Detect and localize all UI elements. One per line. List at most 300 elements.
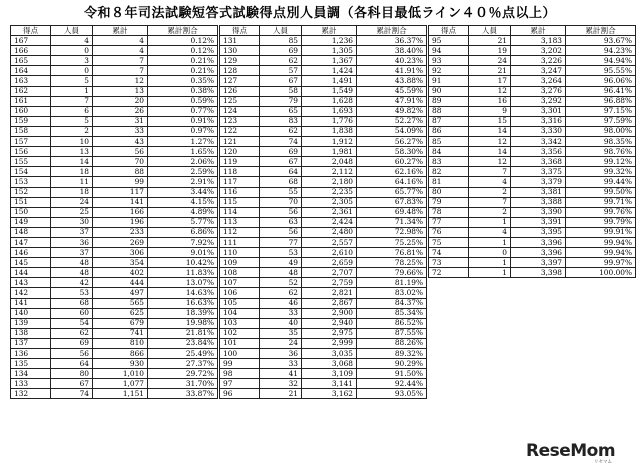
count-cell: 56 xyxy=(260,207,302,217)
count-cell: 1 xyxy=(469,268,511,278)
cumulative-cell: 3,035 xyxy=(302,349,357,359)
cumulative-cell: 3,247 xyxy=(511,66,566,76)
count-cell: 24 xyxy=(51,197,93,207)
table-row xyxy=(220,349,427,359)
ratio-cell: 33.87% xyxy=(148,389,218,399)
score-cell: 162 xyxy=(11,86,51,96)
count-cell: 18 xyxy=(51,167,93,177)
table-row xyxy=(429,268,636,278)
ratio-cell: 99.12% xyxy=(566,157,636,167)
score-cell: 146 xyxy=(11,248,51,258)
score-cell: 86 xyxy=(429,126,469,136)
table-row xyxy=(220,126,427,136)
table-row xyxy=(11,56,218,66)
score-cell: 132 xyxy=(11,389,51,399)
ratio-cell: 96.41% xyxy=(566,86,636,96)
table-row xyxy=(220,56,427,66)
ratio-cell: 5.77% xyxy=(148,217,218,227)
table-row xyxy=(11,318,218,328)
score-cell: 117 xyxy=(220,177,260,187)
cumulative-cell: 2,480 xyxy=(302,227,357,237)
ratio-cell: 56.27% xyxy=(357,137,427,147)
cumulative-cell: 196 xyxy=(93,217,148,227)
cumulative-cell: 269 xyxy=(93,237,148,247)
table-row xyxy=(429,126,636,136)
table-row xyxy=(429,96,636,106)
ratio-cell: 85.34% xyxy=(357,308,427,318)
cumulative-cell: 679 xyxy=(93,318,148,328)
ratio-cell: 92.44% xyxy=(357,379,427,389)
count-cell: 0 xyxy=(51,46,93,56)
score-cell: 151 xyxy=(11,197,51,207)
cumulative-cell: 2,821 xyxy=(302,288,357,298)
count-cell: 4 xyxy=(51,36,93,46)
header-cumulative: 累計 xyxy=(511,26,566,36)
count-cell: 15 xyxy=(469,116,511,126)
cumulative-cell: 565 xyxy=(93,298,148,308)
count-cell: 62 xyxy=(260,126,302,136)
table-row xyxy=(220,197,427,207)
cumulative-cell: 2,867 xyxy=(302,298,357,308)
count-cell: 79 xyxy=(260,96,302,106)
ratio-cell: 1.65% xyxy=(148,147,218,157)
cumulative-cell: 3,356 xyxy=(511,147,566,157)
ratio-cell: 99.97% xyxy=(566,258,636,268)
count-cell: 33 xyxy=(260,359,302,369)
count-cell: 48 xyxy=(260,268,302,278)
ratio-cell: 89.32% xyxy=(357,349,427,359)
count-cell: 21 xyxy=(469,66,511,76)
table-row xyxy=(220,157,427,167)
cumulative-cell: 444 xyxy=(93,278,148,288)
table-row xyxy=(220,278,427,288)
count-cell: 64 xyxy=(260,167,302,177)
score-cell: 109 xyxy=(220,258,260,268)
table-row xyxy=(11,36,218,46)
table-row xyxy=(11,106,218,116)
count-cell: 3 xyxy=(51,56,93,66)
cumulative-cell: 3,276 xyxy=(511,86,566,96)
cumulative-cell: 1,838 xyxy=(302,126,357,136)
count-cell: 2 xyxy=(469,207,511,217)
ratio-cell: 94.94% xyxy=(566,56,636,66)
score-cell: 84 xyxy=(429,147,469,157)
score-cell: 73 xyxy=(429,258,469,268)
count-cell: 62 xyxy=(260,288,302,298)
table-row xyxy=(429,177,636,187)
count-cell: 58 xyxy=(260,86,302,96)
ratio-cell: 10.42% xyxy=(148,258,218,268)
cumulative-cell: 306 xyxy=(93,248,148,258)
cumulative-cell: 1,151 xyxy=(93,389,148,399)
ratio-cell: 0.77% xyxy=(148,106,218,116)
count-cell: 21 xyxy=(469,36,511,46)
cumulative-cell: 3,162 xyxy=(302,389,357,399)
header-ratio: 累計割合 xyxy=(148,26,218,36)
score-cell: 126 xyxy=(220,86,260,96)
table-row xyxy=(11,237,218,247)
score-cell: 104 xyxy=(220,308,260,318)
table-row xyxy=(11,147,218,157)
ratio-cell: 97.59% xyxy=(566,116,636,126)
score-cell: 143 xyxy=(11,278,51,288)
score-cell: 80 xyxy=(429,187,469,197)
score-table-2 xyxy=(219,25,427,399)
cumulative-cell: 3,183 xyxy=(511,36,566,46)
count-cell: 37 xyxy=(51,227,93,237)
table-row xyxy=(429,66,636,76)
count-cell: 5 xyxy=(51,76,93,86)
cumulative-cell: 3,226 xyxy=(511,56,566,66)
score-cell: 115 xyxy=(220,197,260,207)
count-cell: 2 xyxy=(51,126,93,136)
score-cell: 155 xyxy=(11,157,51,167)
score-cell: 118 xyxy=(220,167,260,177)
table-row xyxy=(220,268,427,278)
score-cell: 78 xyxy=(429,207,469,217)
count-cell: 24 xyxy=(260,338,302,348)
score-cell: 137 xyxy=(11,338,51,348)
count-cell: 12 xyxy=(469,86,511,96)
score-cell: 122 xyxy=(220,126,260,136)
count-cell: 64 xyxy=(51,359,93,369)
ratio-cell: 6.86% xyxy=(148,227,218,237)
table-row xyxy=(220,217,427,227)
score-cell: 133 xyxy=(11,379,51,389)
score-cell: 154 xyxy=(11,167,51,177)
table-row xyxy=(220,227,427,237)
table-row xyxy=(11,248,218,258)
cumulative-cell: 3,397 xyxy=(511,258,566,268)
ratio-cell: 52.27% xyxy=(357,116,427,126)
score-cell: 94 xyxy=(429,46,469,56)
cumulative-cell: 2,235 xyxy=(302,187,357,197)
cumulative-cell: 2,900 xyxy=(302,308,357,318)
score-cell: 75 xyxy=(429,237,469,247)
score-cell: 76 xyxy=(429,227,469,237)
count-cell: 52 xyxy=(260,278,302,288)
cumulative-cell: 3,264 xyxy=(511,76,566,86)
table-row xyxy=(220,76,427,86)
cumulative-cell: 2,557 xyxy=(302,237,357,247)
ratio-cell: 99.94% xyxy=(566,237,636,247)
table-row xyxy=(220,328,427,338)
count-cell: 74 xyxy=(260,137,302,147)
cumulative-cell: 3,202 xyxy=(511,46,566,56)
ratio-cell: 23.84% xyxy=(148,338,218,348)
count-cell: 63 xyxy=(260,217,302,227)
score-cell: 106 xyxy=(220,288,260,298)
table-row xyxy=(429,56,636,66)
score-cell: 77 xyxy=(429,217,469,227)
table-row xyxy=(220,86,427,96)
ratio-cell: 64.16% xyxy=(357,177,427,187)
table-row xyxy=(220,369,427,379)
table-row xyxy=(11,349,218,359)
count-cell: 21 xyxy=(260,389,302,399)
cumulative-cell: 117 xyxy=(93,187,148,197)
cumulative-cell: 4 xyxy=(93,36,148,46)
score-cell: 88 xyxy=(429,106,469,116)
cumulative-cell: 3,398 xyxy=(511,268,566,278)
count-cell: 69 xyxy=(51,338,93,348)
ratio-cell: 75.25% xyxy=(357,237,427,247)
cumulative-cell: 1,367 xyxy=(302,56,357,66)
cumulative-cell: 33 xyxy=(93,126,148,136)
score-cell: 108 xyxy=(220,268,260,278)
cumulative-cell: 2,940 xyxy=(302,318,357,328)
table-row xyxy=(429,46,636,56)
count-cell: 70 xyxy=(260,197,302,207)
table-row xyxy=(429,76,636,86)
cumulative-cell: 3,388 xyxy=(511,197,566,207)
score-cell: 90 xyxy=(429,86,469,96)
svg-text:リセマム: リセマム xyxy=(594,460,612,465)
ratio-cell: 94.23% xyxy=(566,46,636,56)
score-cell: 98 xyxy=(220,369,260,379)
count-cell: 0 xyxy=(51,66,93,76)
count-cell: 74 xyxy=(51,389,93,399)
cumulative-cell: 3,068 xyxy=(302,359,357,369)
count-cell: 69 xyxy=(260,147,302,157)
ratio-cell: 41.91% xyxy=(357,66,427,76)
cumulative-cell: 2,975 xyxy=(302,328,357,338)
score-cell: 121 xyxy=(220,137,260,147)
table-row xyxy=(429,106,636,116)
ratio-cell: 58.30% xyxy=(357,147,427,157)
ratio-cell: 2.91% xyxy=(148,177,218,187)
score-cell: 113 xyxy=(220,217,260,227)
cumulative-cell: 497 xyxy=(93,288,148,298)
header-ratio: 累計割合 xyxy=(357,26,427,36)
count-cell: 24 xyxy=(469,56,511,66)
table-row xyxy=(429,116,636,126)
ratio-cell: 18.39% xyxy=(148,308,218,318)
ratio-cell: 0.97% xyxy=(148,126,218,136)
score-cell: 160 xyxy=(11,106,51,116)
count-cell: 12 xyxy=(469,157,511,167)
ratio-cell: 31.70% xyxy=(148,379,218,389)
count-cell: 7 xyxy=(51,96,93,106)
ratio-cell: 65.77% xyxy=(357,187,427,197)
table-row xyxy=(429,197,636,207)
ratio-cell: 21.81% xyxy=(148,328,218,338)
count-cell: 46 xyxy=(260,298,302,308)
header-row xyxy=(11,26,218,36)
ratio-cell: 27.37% xyxy=(148,359,218,369)
table-row xyxy=(429,147,636,157)
count-cell: 68 xyxy=(260,177,302,187)
table-row xyxy=(11,126,218,136)
cumulative-cell: 2,610 xyxy=(302,248,357,258)
cumulative-cell: 1,628 xyxy=(302,96,357,106)
score-cell: 139 xyxy=(11,318,51,328)
ratio-cell: 62.16% xyxy=(357,167,427,177)
cumulative-cell: 1,236 xyxy=(302,36,357,46)
count-cell: 16 xyxy=(469,96,511,106)
table-row xyxy=(220,207,427,217)
cumulative-cell: 20 xyxy=(93,96,148,106)
count-cell: 7 xyxy=(469,197,511,207)
ratio-cell: 90.29% xyxy=(357,359,427,369)
table-row xyxy=(220,338,427,348)
count-cell: 40 xyxy=(260,318,302,328)
ratio-cell: 76.81% xyxy=(357,248,427,258)
count-cell: 13 xyxy=(51,147,93,157)
score-cell: 159 xyxy=(11,116,51,126)
table-row xyxy=(11,359,218,369)
ratio-cell: 14.63% xyxy=(148,288,218,298)
count-cell: 25 xyxy=(51,207,93,217)
score-cell: 138 xyxy=(11,328,51,338)
score-cell: 166 xyxy=(11,46,51,56)
cumulative-cell: 2,305 xyxy=(302,197,357,207)
cumulative-cell: 866 xyxy=(93,349,148,359)
cumulative-cell: 3,379 xyxy=(511,177,566,187)
count-cell: 1 xyxy=(469,258,511,268)
ratio-cell: 16.63% xyxy=(148,298,218,308)
score-cell: 150 xyxy=(11,207,51,217)
cumulative-cell: 354 xyxy=(93,258,148,268)
table-row xyxy=(220,308,427,318)
cumulative-cell: 7 xyxy=(93,56,148,66)
ratio-cell: 43.88% xyxy=(357,76,427,86)
ratio-cell: 97.15% xyxy=(566,106,636,116)
score-cell: 134 xyxy=(11,369,51,379)
ratio-cell: 4.15% xyxy=(148,197,218,207)
count-cell: 32 xyxy=(260,379,302,389)
table-row xyxy=(429,36,636,46)
score-cell: 157 xyxy=(11,137,51,147)
ratio-cell: 0.38% xyxy=(148,86,218,96)
count-cell: 19 xyxy=(469,46,511,56)
cumulative-cell: 4 xyxy=(93,46,148,56)
ratio-cell: 95.55% xyxy=(566,66,636,76)
table-row xyxy=(220,66,427,76)
count-cell: 4 xyxy=(469,177,511,187)
score-cell: 102 xyxy=(220,328,260,338)
count-cell: 7 xyxy=(469,167,511,177)
cumulative-cell: 2,999 xyxy=(302,338,357,348)
score-cell: 128 xyxy=(220,66,260,76)
table-row xyxy=(429,86,636,96)
ratio-cell: 49.82% xyxy=(357,106,427,116)
table-row xyxy=(220,96,427,106)
count-cell: 18 xyxy=(51,187,93,197)
ratio-cell: 0.12% xyxy=(148,36,218,46)
cumulative-cell: 3,391 xyxy=(511,217,566,227)
cumulative-cell: 12 xyxy=(93,76,148,86)
table-row xyxy=(220,36,427,46)
ratio-cell: 13.07% xyxy=(148,278,218,288)
score-cell: 89 xyxy=(429,96,469,106)
cumulative-cell: 2,048 xyxy=(302,157,357,167)
count-cell: 54 xyxy=(51,318,93,328)
cumulative-cell: 1,776 xyxy=(302,116,357,126)
table-row xyxy=(11,258,218,268)
resemom-logo xyxy=(524,435,624,465)
count-cell: 14 xyxy=(469,147,511,157)
count-cell: 56 xyxy=(260,227,302,237)
count-cell: 80 xyxy=(51,369,93,379)
count-cell: 85 xyxy=(260,36,302,46)
score-cell: 81 xyxy=(429,177,469,187)
score-cell: 167 xyxy=(11,36,51,46)
cumulative-cell: 3,301 xyxy=(511,106,566,116)
count-cell: 4 xyxy=(469,227,511,237)
cumulative-cell: 233 xyxy=(93,227,148,237)
ratio-cell: 99.79% xyxy=(566,217,636,227)
cumulative-cell: 3,342 xyxy=(511,137,566,147)
table-row xyxy=(11,268,218,278)
cumulative-cell: 2,112 xyxy=(302,167,357,177)
count-cell: 36 xyxy=(260,349,302,359)
cumulative-cell: 3,330 xyxy=(511,126,566,136)
ratio-cell: 81.19% xyxy=(357,278,427,288)
ratio-cell: 98.00% xyxy=(566,126,636,136)
score-cell: 87 xyxy=(429,116,469,126)
svg-text:ReseMom: ReseMom xyxy=(526,441,616,461)
count-cell: 37 xyxy=(51,248,93,258)
score-table-1 xyxy=(10,25,218,399)
count-cell: 35 xyxy=(260,328,302,338)
score-cell: 95 xyxy=(429,36,469,46)
table-row xyxy=(11,66,218,76)
table-row xyxy=(220,187,427,197)
score-cell: 161 xyxy=(11,96,51,106)
table-row xyxy=(220,167,427,177)
count-cell: 1 xyxy=(51,86,93,96)
table-row xyxy=(11,157,218,167)
score-cell: 130 xyxy=(220,46,260,56)
score-cell: 101 xyxy=(220,338,260,348)
score-cell: 158 xyxy=(11,126,51,136)
ratio-cell: 3.44% xyxy=(148,187,218,197)
table-row xyxy=(11,46,218,56)
score-cell: 72 xyxy=(429,268,469,278)
ratio-cell: 72.98% xyxy=(357,227,427,237)
count-cell: 5 xyxy=(51,116,93,126)
table-row xyxy=(11,197,218,207)
ratio-cell: 0.21% xyxy=(148,56,218,66)
count-cell: 41 xyxy=(260,369,302,379)
cumulative-cell: 13 xyxy=(93,86,148,96)
table-row xyxy=(220,116,427,126)
score-cell: 129 xyxy=(220,56,260,66)
table-row xyxy=(220,389,427,399)
table-row xyxy=(220,318,427,328)
cumulative-cell: 99 xyxy=(93,177,148,187)
table-row xyxy=(11,278,218,288)
table-row xyxy=(11,298,218,308)
cumulative-cell: 2,361 xyxy=(302,207,357,217)
score-cell: 112 xyxy=(220,227,260,237)
ratio-cell: 99.91% xyxy=(566,227,636,237)
count-cell: 57 xyxy=(260,66,302,76)
score-cell: 120 xyxy=(220,147,260,157)
cumulative-cell: 3,292 xyxy=(511,96,566,106)
ratio-cell: 71.34% xyxy=(357,217,427,227)
cumulative-cell: 1,424 xyxy=(302,66,357,76)
cumulative-cell: 3,381 xyxy=(511,187,566,197)
count-cell: 6 xyxy=(51,106,93,116)
table-row xyxy=(11,116,218,126)
ratio-cell: 88.26% xyxy=(357,338,427,348)
ratio-cell: 38.40% xyxy=(357,46,427,56)
table-row xyxy=(220,248,427,258)
table-row xyxy=(429,248,636,258)
table-row xyxy=(220,379,427,389)
